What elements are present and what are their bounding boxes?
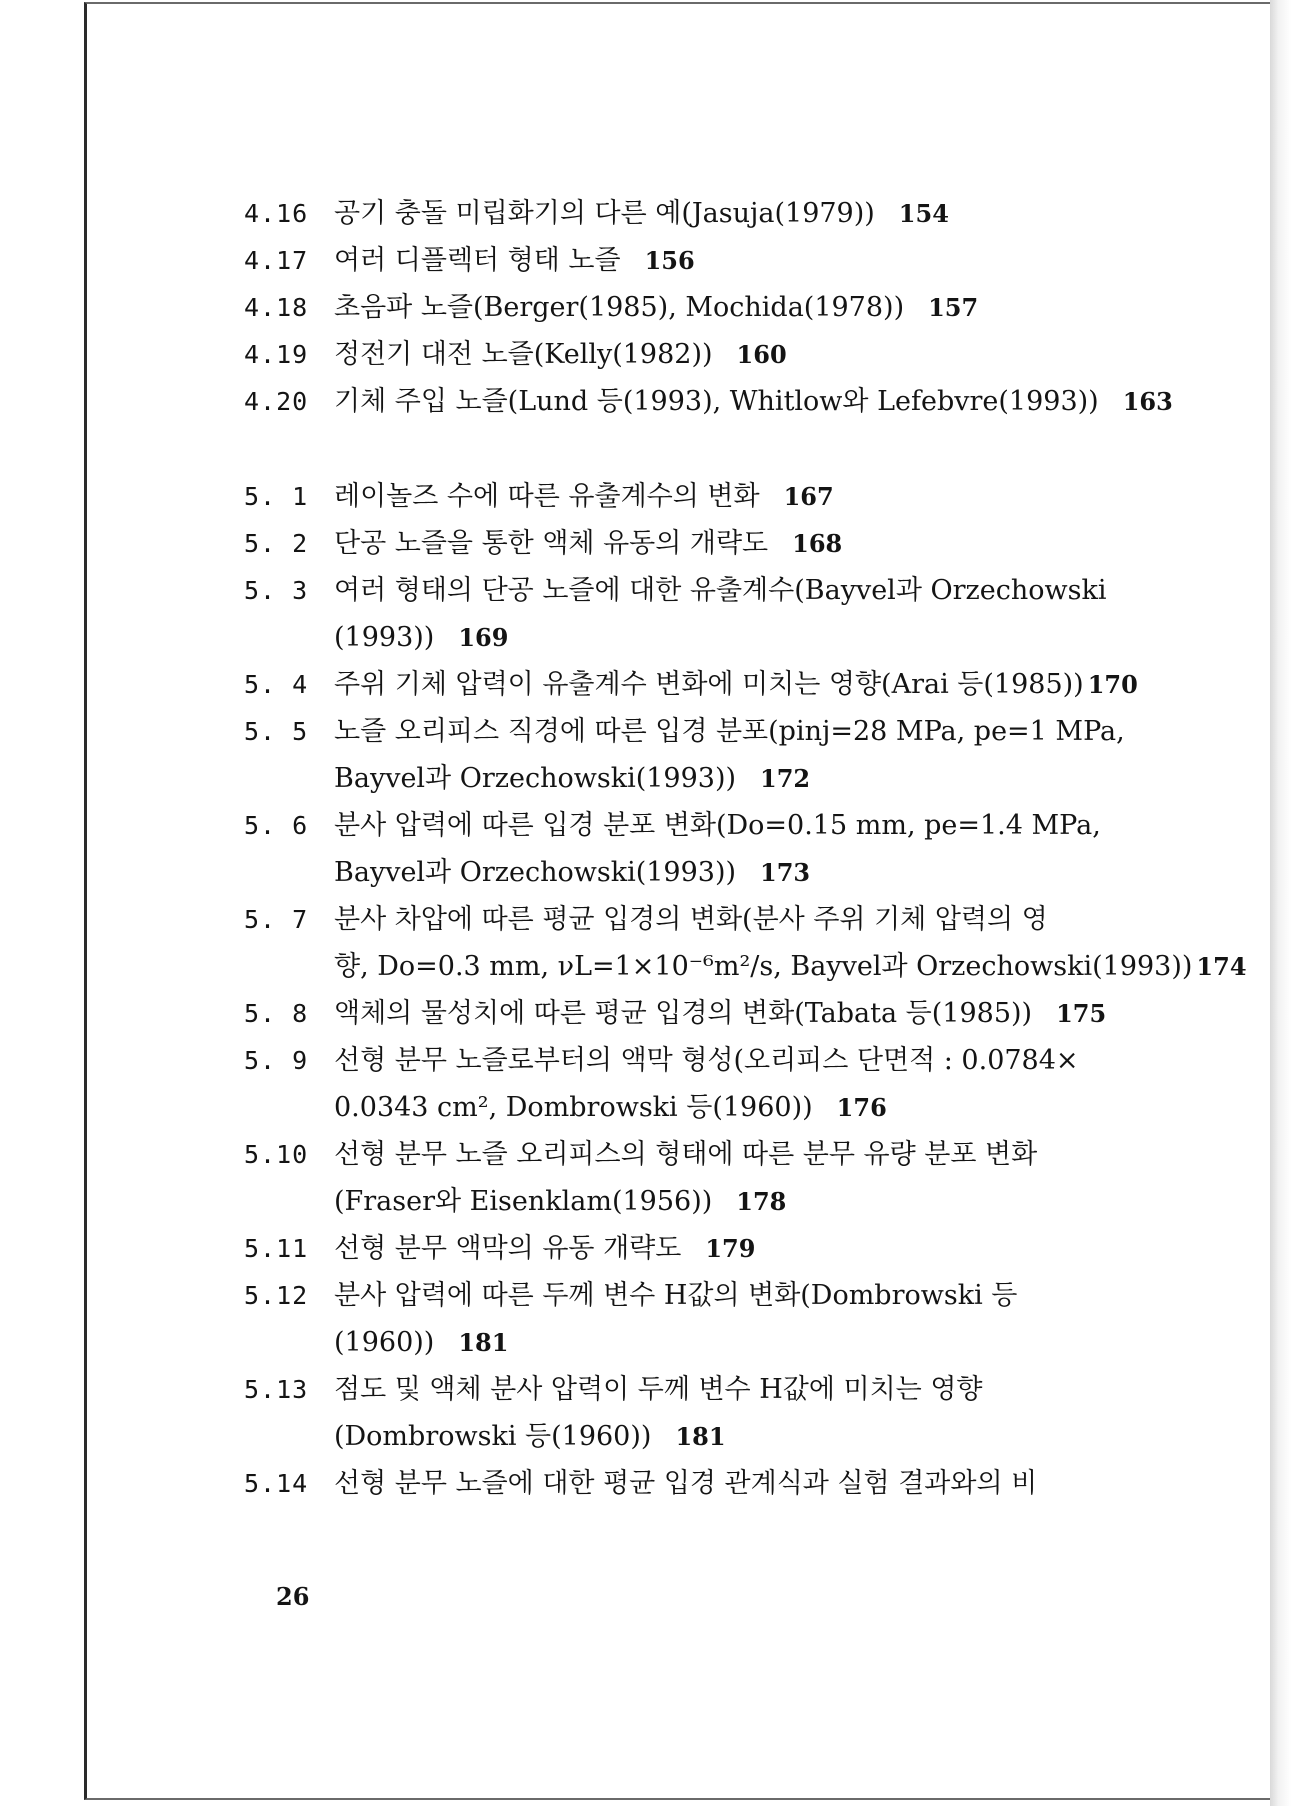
entry-number: 4.19 — [244, 340, 309, 369]
entry-number: 4.20 — [244, 387, 309, 416]
entry-title: 분사 차압에 따른 평균 입경의 변화(분사 주위 기체 압력의 영 — [334, 904, 1048, 935]
page-number: 26 — [276, 1582, 310, 1611]
entry-title: 선형 분무 노즐에 대한 평균 입경 관계식과 실험 결과와의 비 — [334, 1468, 1038, 1499]
entry-page-ref: 181 — [458, 1328, 509, 1357]
entry-number: 5.10 — [244, 1140, 309, 1169]
entry-title: 여러 디플렉터 형태 노즐 156 — [334, 245, 695, 276]
entry-title: 분사 압력에 따른 두께 변수 H값의 변화(Dombrowski 등 — [334, 1280, 1018, 1311]
entry-page-ref: 154 — [898, 199, 949, 228]
entry-number: 5. 1 — [244, 482, 309, 511]
entry-page-ref: 174 — [1196, 952, 1247, 981]
entry-page-ref: 181 — [675, 1422, 726, 1451]
entry-number: 5.14 — [244, 1469, 309, 1498]
entry-title: 레이놀즈 수에 따른 유출계수의 변화 167 — [334, 481, 834, 512]
entry-page-ref: 173 — [760, 858, 811, 887]
entry-title-continued: (Fraser와 Eisenklam(1956)) 178 — [334, 1186, 787, 1217]
entry-title-continued: (Dombrowski 등(1960)) 181 — [334, 1421, 726, 1452]
entry-number: 5. 2 — [244, 529, 309, 558]
entry-number: 5. 3 — [244, 576, 309, 605]
entry-page-ref: 160 — [736, 340, 787, 369]
entry-page-ref: 170 — [1087, 670, 1138, 699]
entry-title: 기체 주입 노즐(Lund 등(1993), Whitlow와 Lefebvre(1993)) 163 — [334, 386, 1173, 417]
entry-number: 5.12 — [244, 1281, 309, 1310]
entry-page-ref: 167 — [783, 482, 834, 511]
entry-title-continued: (1993)) 169 — [334, 622, 509, 653]
entry-page-ref: 176 — [836, 1093, 887, 1122]
entry-page-ref: 168 — [792, 529, 843, 558]
entry-page-ref: 169 — [458, 623, 509, 652]
entry-title: 정전기 대전 노즐(Kelly(1982)) 160 — [334, 339, 787, 370]
entry-number: 5.11 — [244, 1234, 309, 1263]
entry-title: 분사 압력에 따른 입경 분포 변화(Do=0.15 mm, pe=1.4 MPa, — [334, 810, 1101, 841]
entry-title: 노즐 오리피스 직경에 따른 입경 분포(pinj=28 MPa, pe=1 MPa, — [334, 716, 1125, 747]
entry-title: 공기 충돌 미립화기의 다른 예(Jasuja(1979)) 154 — [334, 198, 949, 229]
entry-title-continued: 향, Do=0.3 mm, νL=1×10⁻⁶m²/s, Bayvel과 Orzechowski(1993)) 174 — [334, 951, 1247, 982]
entry-title-continued: Bayvel과 Orzechowski(1993)) 172 — [334, 763, 811, 794]
entry-number: 5. 5 — [244, 717, 309, 746]
entry-title-continued: 0.0343 cm², Dombrowski 등(1960)) 176 — [334, 1092, 887, 1123]
entry-title-continued: (1960)) 181 — [334, 1327, 509, 1358]
entry-number: 4.17 — [244, 246, 309, 275]
entry-page-ref: 163 — [1122, 387, 1173, 416]
entry-title: 점도 및 액체 분사 압력이 두께 변수 H값에 미치는 영향 — [334, 1374, 983, 1405]
entry-title-continued: Bayvel과 Orzechowski(1993)) 173 — [334, 857, 811, 888]
entry-number: 4.16 — [244, 199, 309, 228]
entry-number: 5. 4 — [244, 670, 309, 699]
entry-number: 5. 7 — [244, 905, 309, 934]
entry-title: 여러 형태의 단공 노즐에 대한 유출계수(Bayvel과 Orzechowski — [334, 575, 1107, 606]
entry-title: 주위 기체 압력이 유출계수 변화에 미치는 영향(Arai 등(1985)) 170 — [334, 669, 1138, 700]
entry-title: 액체의 물성치에 따른 평균 입경의 변화(Tabata 등(1985)) 175 — [334, 998, 1107, 1029]
entry-page-ref: 179 — [705, 1234, 756, 1263]
entry-number: 5.13 — [244, 1375, 309, 1404]
entry-title: 선형 분무 노즐로부터의 액막 형성(오리피스 단면적 : 0.0784× — [334, 1045, 1079, 1076]
entry-number: 5. 9 — [244, 1046, 309, 1075]
entry-number: 4.18 — [244, 293, 309, 322]
entry-page-ref: 172 — [760, 764, 811, 793]
entry-number: 5. 8 — [244, 999, 309, 1028]
entry-page-ref: 156 — [644, 246, 695, 275]
entry-title: 선형 분무 노즐 오리피스의 형태에 따른 분무 유량 분포 변화 — [334, 1139, 1038, 1170]
entry-page-ref: 178 — [736, 1187, 787, 1216]
entry-title: 단공 노즐을 통한 액체 유동의 개략도 168 — [334, 528, 843, 559]
entry-title: 선형 분무 액막의 유동 개략도 179 — [334, 1233, 756, 1264]
entry-page-ref: 157 — [928, 293, 979, 322]
entry-number: 5. 6 — [244, 811, 309, 840]
entry-title: 초음파 노즐(Berger(1985), Mochida(1978)) 157 — [334, 292, 979, 323]
entry-page-ref: 175 — [1056, 999, 1107, 1028]
